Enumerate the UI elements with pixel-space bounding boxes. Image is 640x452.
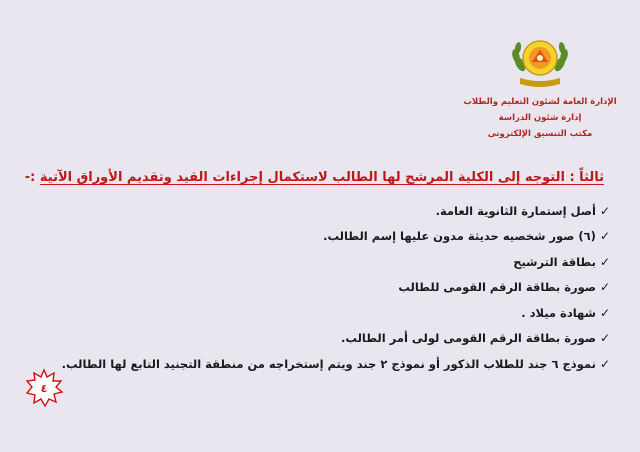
list-item	[50, 198, 610, 224]
section-heading	[24, 170, 604, 185]
list-item-text: نموذج ٦ جند للطلاب الذكور أو نموذج ٢ جند ويتم إستخراجه من منطقة التجنيد التابع لها الطالب.	[61, 356, 596, 371]
list-item	[50, 351, 610, 377]
checkmark-icon: ✓	[599, 229, 610, 244]
list-item-text: شهادة ميلاد .	[521, 305, 596, 320]
office-line-2: إدارة شئون الدراسة	[498, 113, 582, 123]
checkmark-icon: ✓	[599, 280, 610, 295]
section-heading-label: ثالثاً : التوجه إلى الكلية المرشح لها الطالب لاستكمال إجراءات القيد وتقديم الأوراق الآتية	[39, 170, 604, 185]
checkmark-icon: ✓	[599, 356, 610, 371]
list-item-text: (٦) صور شخصيه حديثة مدون عليها إسم الطالب.	[323, 229, 596, 244]
university-emblem-icon	[506, 34, 574, 90]
header-logo-block	[463, 34, 617, 142]
list-item-text: صورة بطاقة الرقم القومى لولى أمر الطالب.	[341, 331, 596, 346]
section-heading-suffix: :-	[24, 170, 40, 185]
list-item	[50, 249, 610, 275]
list-item-text: صورة بطاقة الرقم القومى للطالب	[398, 280, 596, 295]
required-documents-list	[50, 198, 610, 377]
checkmark-icon: ✓	[599, 254, 610, 269]
checkmark-icon: ✓	[599, 331, 610, 346]
checkmark-icon: ✓	[599, 305, 610, 320]
list-item	[50, 300, 610, 326]
page-number-badge	[24, 368, 64, 408]
office-name-lines	[463, 94, 616, 142]
list-item	[50, 275, 610, 301]
list-item-text: أصل إستمارة الثانوية العامة.	[435, 203, 596, 218]
checkmark-icon: ✓	[599, 203, 610, 218]
page-number: ٤	[40, 381, 48, 395]
list-item-text: بطاقة الترشيح	[513, 254, 596, 269]
office-line-1: الإدارة العامة لشئون التعليم والطلاب	[463, 97, 617, 107]
list-item	[50, 326, 610, 352]
list-item	[50, 224, 610, 250]
office-line-3: مكتب التنسيق الإلكترونى	[487, 129, 593, 139]
